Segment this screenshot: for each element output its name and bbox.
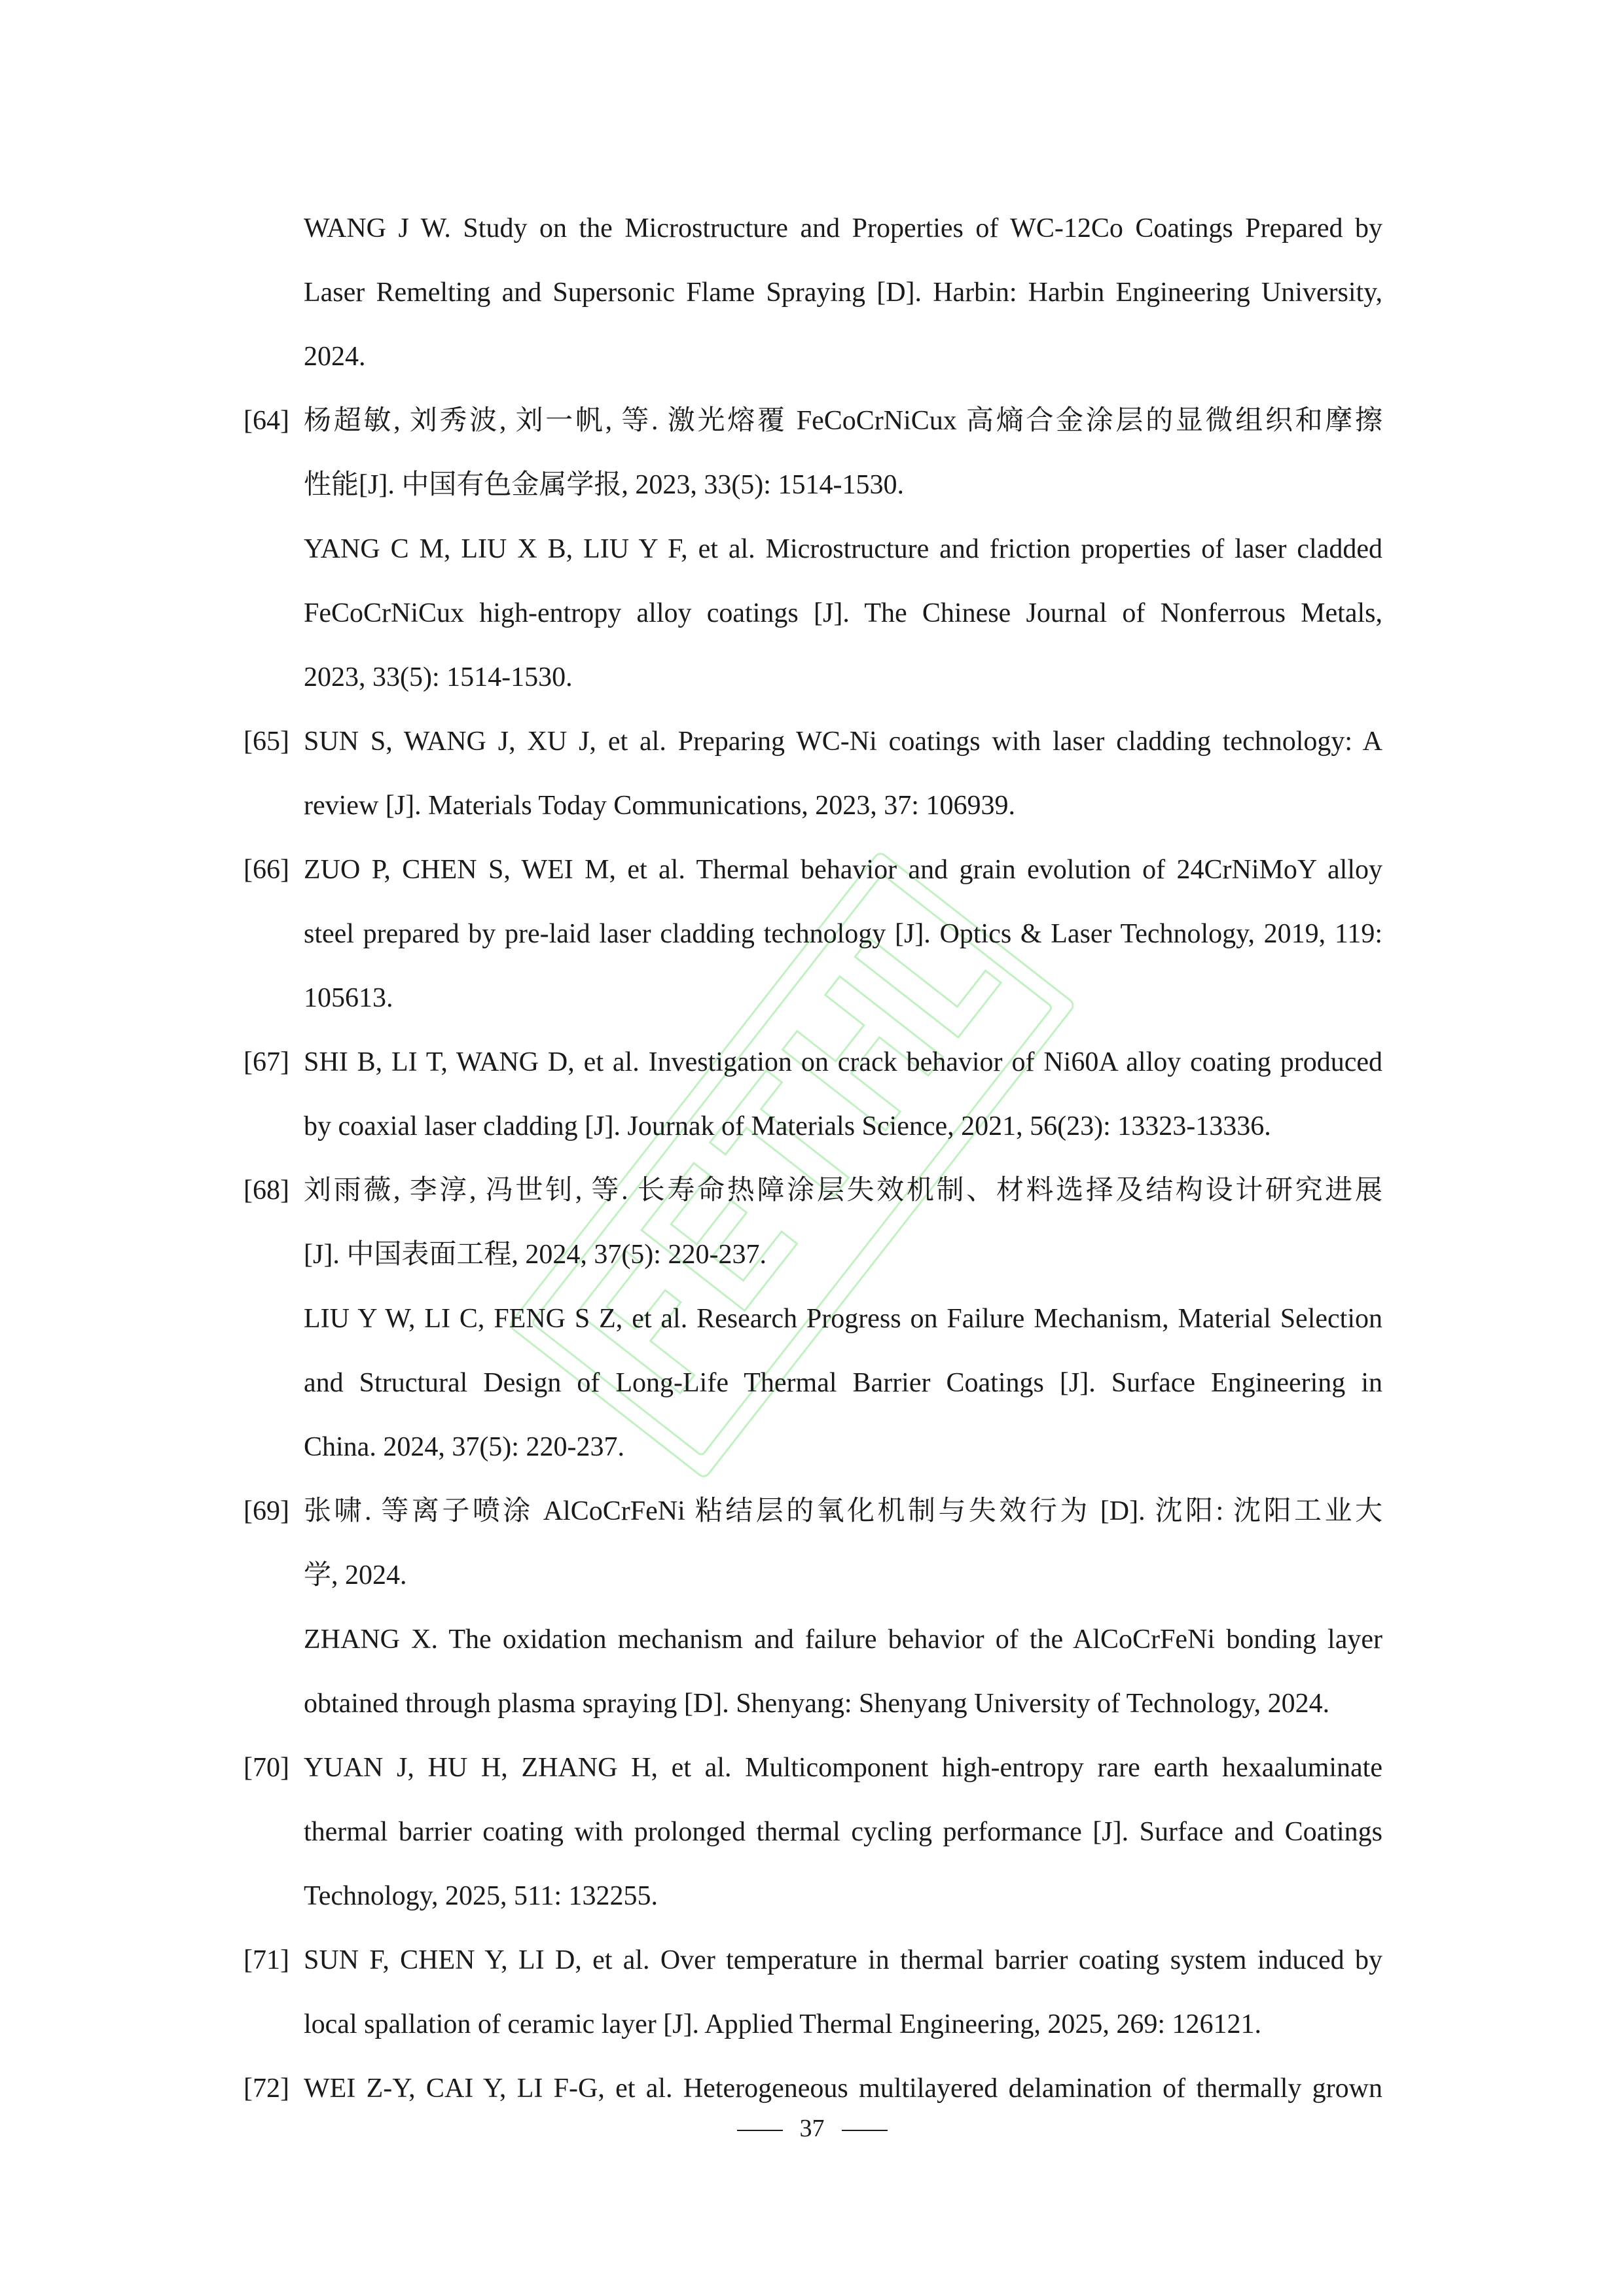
reference-line: [71] SUN F, CHEN Y, LI D, et al. Over temperature in thermal barrier coating system induced by [244, 1928, 1382, 1992]
reference-list [244, 196, 1382, 2121]
reference-line: [67] SHI B, LI T, WANG D, et al. Investigation on crack behavior of Ni60A alloy coating produced [244, 1030, 1382, 1094]
reference-line: 2024. [304, 342, 366, 372]
footer-dash-left [737, 2130, 783, 2131]
reference-line: obtained through plasma spraying [D]. Shenyang: Shenyang University of Technology, 2024. [304, 1689, 1330, 1719]
reference-number: [70] [244, 1753, 289, 1783]
reference-line: [70] YUAN J, HU H, ZHANG H, et al. Multicomponent high-entropy rare earth hexaaluminate [244, 1736, 1382, 1800]
reference-line: [65] SUN S, WANG J, XU J, et al. Preparing WC-Ni coatings with laser cladding technology: A [244, 709, 1382, 774]
reference-line: by coaxial laser cladding [J]. Journak of Materials Science, 2021, 56(23): 13323-13336. [304, 1111, 1271, 1141]
reference-number: [69] [244, 1496, 289, 1526]
reference-line: [72] WEI Z-Y, CAI Y, LI F-G, et al. Heterogeneous multilayered delamination of thermally grown [244, 2056, 1382, 2121]
reference-line: Laser Remelting and Supersonic Flame Spraying [D]. Harbin: Harbin Engineering University, [304, 278, 1382, 308]
reference-line: local spallation of ceramic layer [J]. Applied Thermal Engineering, 2025, 269: 126121. [304, 2009, 1261, 2039]
reference-line: WANG J W. Study on the Microstructure and Properties of WC-12Co Coatings Prepared by [304, 213, 1382, 243]
reference-number: [71] [244, 1945, 289, 1975]
reference-line: LIU Y W, LI C, FENG S Z, et al. Research Progress on Failure Mechanism, Material Selection [304, 1304, 1382, 1334]
reference-line: 学, 2024. [304, 1560, 407, 1590]
reference-line: YANG C M, LIU X B, LIU Y F, et al. Microstructure and friction properties of laser cladded [304, 534, 1382, 564]
reference-line: 105613. [304, 983, 393, 1013]
reference-number: [64] [244, 406, 289, 436]
reference-line: [68] 刘雨薇, 李淳, 冯世钊, 等. 长寿命热障涂层失效机制、材料选择及结构设计研究进展 [244, 1158, 1382, 1223]
reference-number: [65] [244, 726, 289, 757]
reference-line: 性能[J]. 中国有色金属学报, 2023, 33(5): 1514-1530. [304, 470, 904, 500]
reference-line: Technology, 2025, 511: 132255. [304, 1881, 659, 1911]
page-footer [0, 2109, 1624, 2148]
page-number: 37 [799, 2115, 825, 2142]
reference-line: and Structural Design of Long-Life Thermal Barrier Coatings [J]. Surface Engineering in [304, 1368, 1382, 1398]
reference-line: [J]. 中国表面工程, 2024, 37(5): 220-237. [304, 1240, 767, 1270]
reference-line: [64] 杨超敏, 刘秀波, 刘一帆, 等. 激光熔覆 FeCoCrNiCux 高熵合金涂层的显微组织和摩擦 [244, 389, 1382, 453]
reference-line: ZHANG X. The oxidation mechanism and failure behavior of the AlCoCrFeNi bonding layer [304, 1624, 1382, 1655]
reference-line: steel prepared by pre-laid laser cladding technology [J]. Optics & Laser Technology, 2019, 119: [304, 919, 1382, 949]
reference-line: 2023, 33(5): 1514-1530. [304, 662, 573, 692]
reference-line: [66] ZUO P, CHEN S, WEI M, et al. Thermal behavior and grain evolution of 24CrNiMoY alloy [244, 838, 1382, 902]
reference-line: [69] 张啸. 等离子喷涂 AlCoCrFeNi 粘结层的氧化机制与失效行为 [D]. 沈阳: 沈阳工业大 [244, 1479, 1382, 1543]
footer-dash-right [842, 2130, 888, 2131]
reference-line: thermal barrier coating with prolonged thermal cycling performance [J]. Surface and Coatings [304, 1817, 1382, 1847]
reference-number: [68] [244, 1175, 289, 1206]
reference-number: [67] [244, 1047, 289, 1077]
reference-line: review [J]. Materials Today Communications, 2023, 37: 106939. [304, 791, 1015, 821]
reference-number: [66] [244, 855, 289, 885]
reference-line: FeCoCrNiCux high-entropy alloy coatings [J]. The Chinese Journal of Nonferrous Metals, [304, 598, 1382, 628]
reference-line: China. 2024, 37(5): 220-237. [304, 1432, 624, 1462]
reference-number: [72] [244, 2073, 289, 2104]
